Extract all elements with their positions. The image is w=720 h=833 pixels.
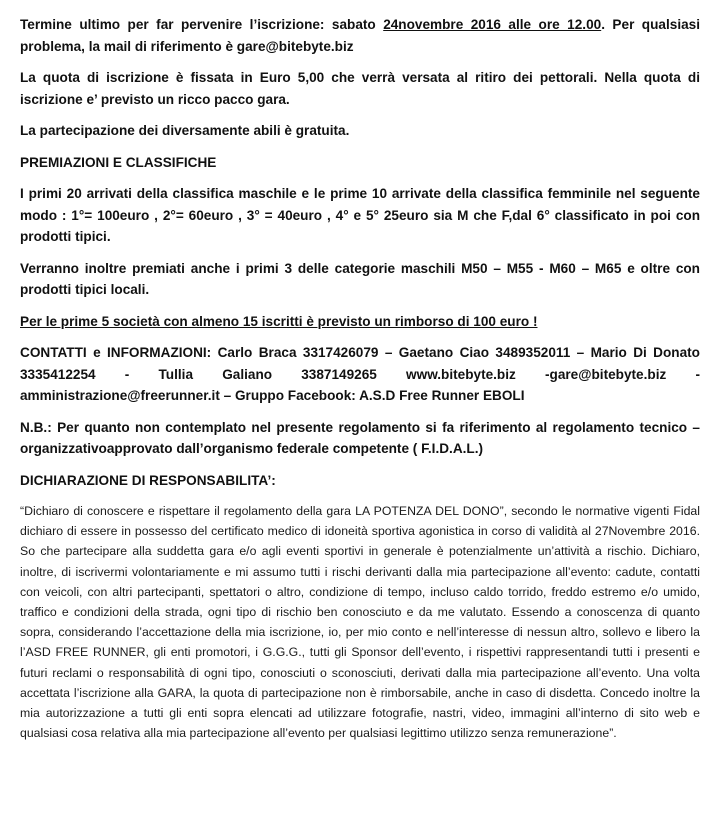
deadline-date: 24novembre 2016 alle ore 12.00 [383, 17, 602, 32]
contacts-paragraph [20, 342, 700, 407]
nb-paragraph: N.B.: Per quanto non contemplato nel presente regolamento si fa riferimento al regolamento tecnico – organizzativoapprovato dall’organismo federale competente ( F.I.D.A.L.) [20, 419, 700, 456]
contacts-line-2: 3335412254 - Tullia Galiano 3387149265 www.bitebyte.biz -gare@bitebyte.biz - [20, 366, 700, 382]
declaration-heading: DICHIARAZIONE DI RESPONSABILITA’: [20, 472, 276, 488]
contacts-line-1: CONTATTI e INFORMAZIONI: Carlo Braca 3317426079 – Gaetano Ciao 3489352011 – Mario Di Donato [20, 345, 700, 360]
category-prizes-paragraph: Verranno inoltre premiati anche i primi 3 delle categorie maschili M50 – M55 - M60 – M65 e oltre con prodotti tipici locali. [20, 260, 700, 297]
prizes-paragraph: I primi 20 arrivati della classifica maschile e le prime 10 arrivate della classifica femminile nel seguente modo : 1°= 100euro , 2°= 60euro , 3° = 40euro , 4° e 5° 25euro sia M che F,dal 6° classificato in poi con prodotti tipici. [20, 186, 700, 244]
awards-heading: PREMIAZIONI E CLASSIFICHE [20, 154, 217, 170]
disabled-participation-paragraph: La partecipazione dei diversamente abili è gratuita. [20, 123, 350, 138]
document-page [20, 14, 700, 743]
deadline-text-after: . Per qualsiasi problema, la mail di riferimento è gare@bitebyte.biz [20, 17, 700, 54]
deadline-text-before: Termine ultimo per far pervenire l’iscrizione: sabato [20, 17, 384, 32]
contacts-line-3: amministrazione@freerunner.it – Gruppo Facebook: A.S.D Free Runner EBOLI [20, 388, 525, 403]
registration-fee-paragraph: La quota di iscrizione è fissata in Euro 5,00 che verrà versata al ritiro dei pettorali. Nella quota di iscrizione e’ previsto un ricco pacco gara. [20, 70, 700, 107]
club-refund-paragraph: Per le prime 5 società con almeno 15 iscritti è previsto un rimborso di 100 euro ! [20, 313, 538, 329]
declaration-paragraph: “Dichiaro di conoscere e rispettare il regolamento della gara LA POTENZA DEL DONO”, secondo le normative vigenti Fidal dichiaro di essere in possesso del certificato medico di idoneità sportiva agonistica in corso di validità al 27Novembre 2016. So che partecipare alla suddetta gara e/o agli eventi sportivi in generale è potenzialmente un’attività a rischio. Dichiaro, inoltre, di iscrivermi volontariamente e mi assumo tutti i rischi derivanti dalla mia partecipazione all’evento: cadute, contatti con veicoli, con altri partecipanti, spettatori o altro, condizione di tempo, incluso caldo torrido, freddo estremo e/o umido, traffico e condizioni della strada, ogni tipo di rischio ben conosciuto e da me valutato. Essendo a conoscenza di quanto sopra, considerando l’accettazione della mia iscrizione, io, per mio conto e nell’interesse di nessun altro, sollevo e libero la l’ASD FREE RUNNER, gli enti promotori, i G.G.G., tutti gli Sponsor dell’evento, i rispettivi rappresentandi tutti i presenti e futuri reclami o responsabilità di ogni tipo, conosciuti o sconosciuti, derivati dalla mia partecipazione all’evento. Una volta accettata l’iscrizione alla GARA, la quota di partecipazione non è rimborsabile, anche in caso di disdetta. Concedo inoltre la mia autorizzazione a tutti gli enti sopra elencati ad utilizzare fotografie, nastri, video, immagini all’interno di sito web e qualsiasi cosa relativa alla mia partecipazione all’evento per qualsiasi legittimo utilizzo senza remunerazione”. [20, 504, 700, 741]
registration-deadline-paragraph [20, 14, 700, 57]
